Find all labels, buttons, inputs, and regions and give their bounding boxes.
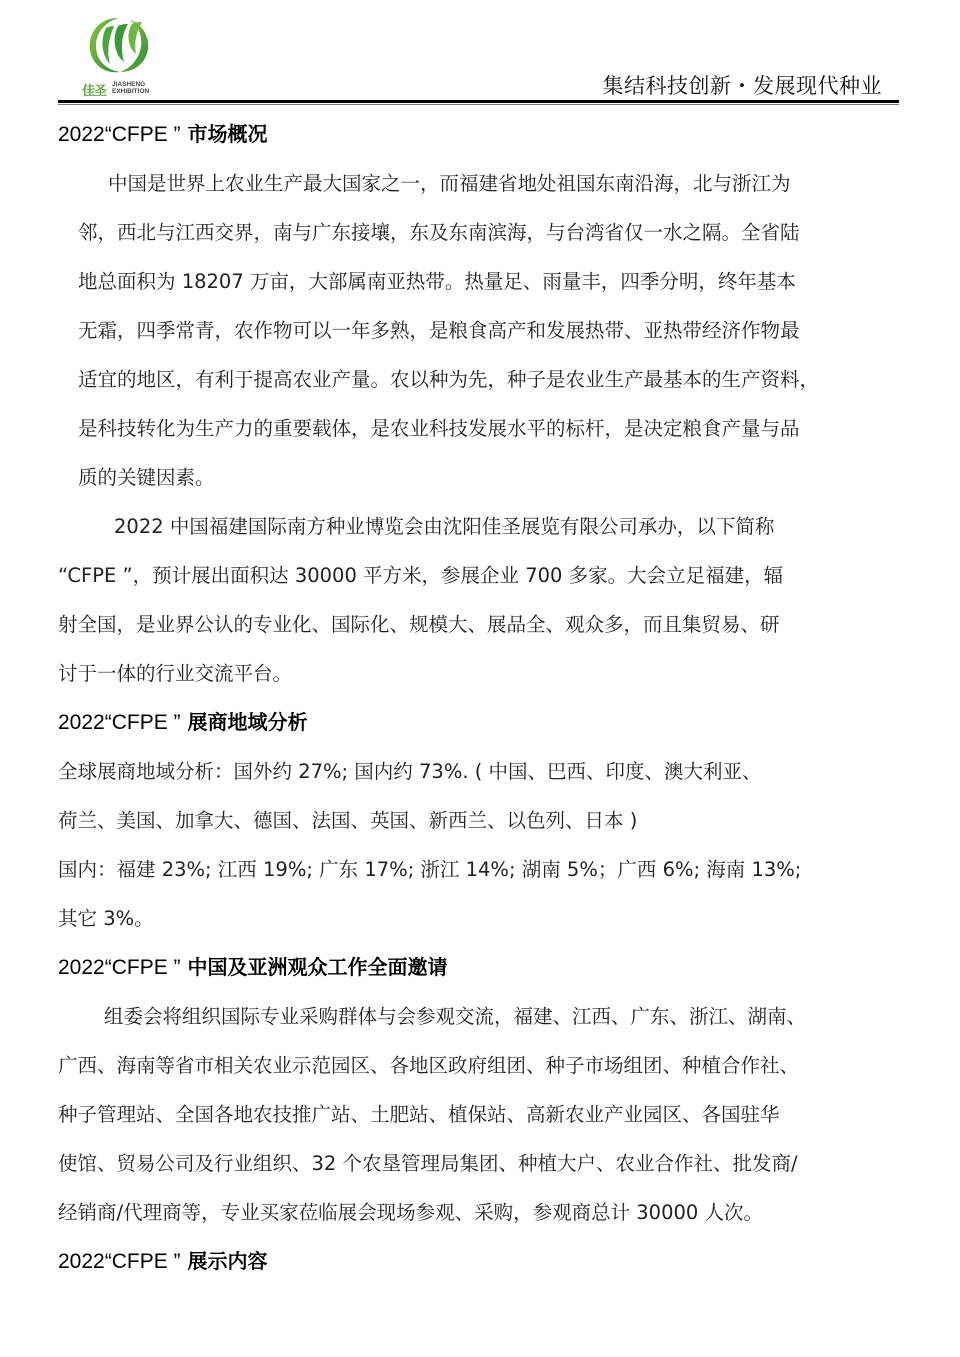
paragraph-line: 质的关键因素。 (78, 466, 215, 489)
paragraph-line: 其它 3%。 (58, 907, 154, 930)
paragraph-line: 地总面积为 18207 万亩，大部属南亚热带。热量足、雨量丰，四季分明，终年基本 (78, 270, 796, 293)
section-heading-exhibit-content (58, 1237, 902, 1286)
paragraph-line: 无霜，四季常青，农作物可以一年多熟，是粮食高产和发展热带、亚热带经济作物最 (78, 319, 800, 342)
paragraph-line: 中国是世界上农业生产最大国家之一，而福建省地处祖国东南沿海，北与浙江为 (108, 172, 791, 195)
heading-title: 展商地域分析 (187, 710, 308, 734)
header-divider-thin (58, 104, 899, 105)
paragraph-line: 使馆、贸易公司及行业组织、32 个农垦管理局集团、种植大户、农业合作社、批发商/ (58, 1152, 798, 1175)
paragraph-line: 荷兰、美国、加拿大、德国、法国、英国、新西兰、以色列、日本 ) (58, 809, 638, 832)
paragraph-line: 射全国，是业界公认的专业化、国际化、规模大、展品全、观众多，而且集贸易、研 (58, 613, 780, 636)
paragraph-line: 组委会将组织国际专业采购群体与会参观交流，福建、江西、广东、浙江、湖南、 (104, 1005, 807, 1028)
paragraph-line: 种子管理站、全国各地农技推广站、土肥站、植保站、高新农业产业园区、各国驻华 (58, 1103, 780, 1126)
heading-prefix: 2022“CFPE ” (58, 956, 181, 979)
heading-prefix: 2022“CFPE ” (58, 123, 181, 146)
section-heading-exhibitor-regions (58, 698, 902, 747)
document-body (58, 110, 902, 1286)
header-slogan: 集结科技创新・发展现代种业 (602, 74, 882, 98)
header-divider (58, 100, 899, 103)
heading-title: 展示内容 (187, 1249, 268, 1273)
section-heading-audience-invitation (58, 943, 902, 992)
paragraph-line: 2022 中国福建国际南方种业博览会由沈阳佳圣展览有限公司承办，以下简称 (114, 515, 775, 538)
leaf-logo-icon (84, 14, 152, 76)
heading-prefix: 2022“CFPE ” (58, 711, 181, 734)
logo-english-name (112, 81, 149, 95)
heading-title: 中国及亚洲观众工作全面邀请 (187, 955, 448, 979)
paragraph-line: 国内：福建 23%; 江西 19%; 广东 17%; 浙江 14%; 湖南 5%；广西 6%; 海南 13%; (58, 858, 802, 881)
logo-chinese-name: 佳圣 (82, 84, 107, 99)
section-heading-market-overview (58, 110, 902, 159)
paragraph-line: 全球展商地域分析：国外约 27%; 国内约 73%. ( 中国、巴西、印度、澳大利亚、 (58, 760, 762, 783)
heading-title: 市场概况 (187, 122, 268, 146)
paragraph-line: 讨于一体的行业交流平台。 (58, 662, 293, 685)
heading-prefix: 2022“CFPE ” (58, 1250, 181, 1273)
paragraph-line: 是科技转化为生产力的重要载体，是农业科技发展水平的标杆，是决定粮食产量与品 (78, 417, 800, 440)
logo-english-line2: EXHIBITION (112, 88, 150, 95)
logo-english-line1: JIASHENG (112, 81, 146, 88)
paragraph-line: 经销商/代理商等，专业买家莅临展会现场参观、采购，参观商总计 30000 人次。 (58, 1201, 763, 1224)
paragraph-line: 邻，西北与江西交界，南与广东接壤，东及东南滨海，与台湾省仅一水之隔。全省陆 (78, 221, 800, 244)
page-header (0, 0, 960, 110)
company-logo (78, 14, 158, 99)
paragraph-line: “CFPE ”，预计展出面积达 30000 平方米，参展企业 700 多家。大会立足福建，辐 (58, 564, 784, 587)
paragraph-line: 适宜的地区，有利于提高农业产量。农以种为先，种子是农业生产最基本的生产资料， (78, 368, 820, 391)
paragraph-line: 广西、海南等省市相关农业示范园区、各地区政府组团、种子市场组团、种植合作社、 (58, 1054, 800, 1077)
